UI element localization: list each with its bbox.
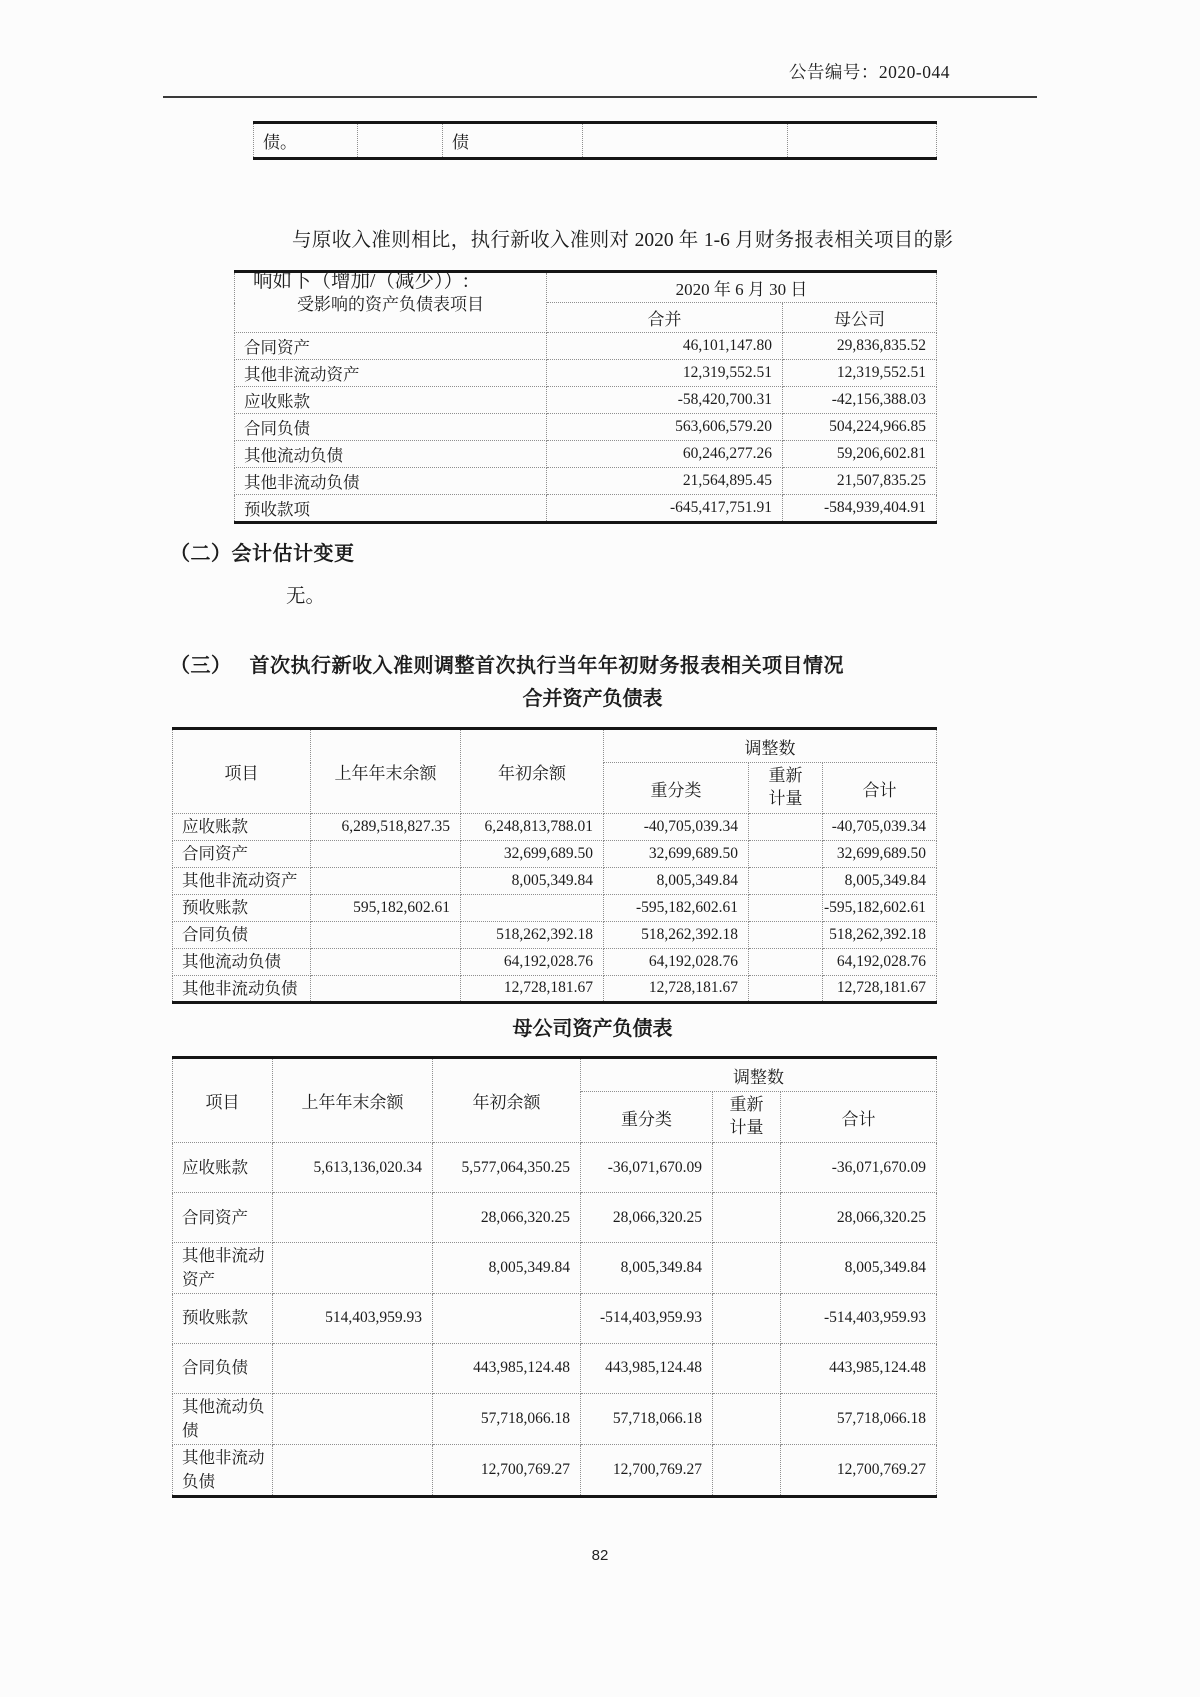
value-cell bbox=[311, 840, 461, 867]
value-cell: 21,507,835.25 bbox=[783, 468, 937, 495]
item-cell: 合同资产 bbox=[173, 1193, 273, 1243]
section3-number: （三） bbox=[170, 655, 232, 677]
table-row bbox=[235, 360, 937, 387]
impact-table-body bbox=[235, 333, 937, 523]
item-cell: 其他流动负债 bbox=[235, 441, 547, 468]
value-cell: 12,728,181.67 bbox=[461, 975, 604, 1003]
value-cell bbox=[273, 1393, 433, 1444]
table-row bbox=[173, 1393, 937, 1444]
value-cell: 57,718,066.18 bbox=[433, 1393, 581, 1444]
table-row bbox=[173, 894, 937, 921]
header-affected-items: 受影响的资产负债表项目 bbox=[235, 272, 547, 333]
value-cell: 8,005,349.84 bbox=[781, 1243, 937, 1294]
header-prev-year-end: 上年年末余额 bbox=[311, 729, 461, 814]
value-cell: 28,066,320.25 bbox=[433, 1193, 581, 1243]
item-cell: 预收款项 bbox=[235, 495, 547, 523]
value-cell bbox=[749, 921, 823, 948]
value-cell: 57,718,066.18 bbox=[581, 1393, 713, 1444]
table-row bbox=[235, 414, 937, 441]
parent-balance-sheet-table bbox=[172, 1056, 937, 1498]
value-cell: 563,606,579.20 bbox=[547, 414, 783, 441]
value-cell: -514,403,959.93 bbox=[581, 1293, 713, 1343]
table-row bbox=[173, 1143, 937, 1193]
section3-heading bbox=[170, 649, 844, 678]
table-row bbox=[254, 123, 937, 159]
item-cell: 其他非流动资产 bbox=[173, 867, 311, 894]
section2-body: 无。 bbox=[286, 586, 326, 607]
header-year-begin: 年初余额 bbox=[433, 1058, 581, 1143]
value-cell bbox=[311, 948, 461, 975]
value-cell: 12,700,769.27 bbox=[781, 1444, 937, 1496]
value-cell: 8,005,349.84 bbox=[433, 1243, 581, 1294]
table-row bbox=[173, 814, 937, 841]
header-prev-year-end: 上年年末余额 bbox=[273, 1058, 433, 1143]
value-cell bbox=[749, 948, 823, 975]
header-remeasure-label: 重新计量 bbox=[768, 766, 803, 808]
value-cell: -645,417,751.91 bbox=[547, 495, 783, 523]
value-cell bbox=[713, 1393, 781, 1444]
table-row bbox=[235, 333, 937, 360]
table-header-row bbox=[173, 1058, 937, 1092]
value-cell: -40,705,039.34 bbox=[604, 814, 749, 841]
value-cell: 8,005,349.84 bbox=[581, 1243, 713, 1294]
header-remeasure bbox=[749, 763, 823, 814]
consolidated-table-body bbox=[173, 814, 937, 1003]
intro-paragraph: 与原收入准则相比，执行新收入准则对 2020 年 1-6 月财务报表相关项目的影响如下（增加/（减少））: bbox=[253, 229, 953, 292]
section2-heading: （二）会计估计变更 bbox=[170, 543, 355, 565]
value-cell: -36,071,670.09 bbox=[581, 1143, 713, 1193]
value-cell: 12,319,552.51 bbox=[547, 360, 783, 387]
item-cell: 合同资产 bbox=[173, 840, 311, 867]
value-cell: 5,613,136,020.34 bbox=[273, 1143, 433, 1193]
value-cell: 60,246,277.26 bbox=[547, 441, 783, 468]
value-cell bbox=[749, 867, 823, 894]
value-cell: 518,262,392.18 bbox=[604, 921, 749, 948]
table-row bbox=[173, 867, 937, 894]
header-item: 项目 bbox=[173, 729, 311, 814]
value-cell: 443,985,124.48 bbox=[581, 1343, 713, 1393]
header-rule bbox=[163, 96, 1037, 98]
value-cell: 12,700,769.27 bbox=[433, 1444, 581, 1496]
header-total: 合计 bbox=[823, 763, 937, 814]
value-cell: 6,248,813,788.01 bbox=[461, 814, 604, 841]
value-cell: 8,005,349.84 bbox=[823, 867, 937, 894]
value-cell: 5,577,064,350.25 bbox=[433, 1143, 581, 1193]
header-reclass: 重分类 bbox=[604, 763, 749, 814]
fragment-cell bbox=[788, 123, 937, 159]
header-adjustment: 调整数 bbox=[581, 1058, 937, 1092]
value-cell bbox=[433, 1293, 581, 1343]
fragment-cell bbox=[358, 123, 443, 159]
value-cell: 514,403,959.93 bbox=[273, 1293, 433, 1343]
value-cell bbox=[713, 1143, 781, 1193]
value-cell bbox=[273, 1343, 433, 1393]
value-cell: 12,728,181.67 bbox=[604, 975, 749, 1003]
section3-title: 首次执行新收入准则调整首次执行当年年初财务报表相关项目情况 bbox=[249, 655, 844, 677]
value-cell: 32,699,689.50 bbox=[604, 840, 749, 867]
table-row bbox=[173, 1193, 937, 1243]
consolidated-balance-sheet-table bbox=[172, 727, 937, 1004]
table-row bbox=[173, 1444, 937, 1496]
item-cell: 其他非流动负债 bbox=[173, 975, 311, 1003]
value-cell bbox=[311, 975, 461, 1003]
value-cell bbox=[311, 867, 461, 894]
value-cell: 518,262,392.18 bbox=[823, 921, 937, 948]
header-remeasure bbox=[713, 1092, 781, 1143]
item-cell: 其他非流动负债 bbox=[173, 1444, 273, 1496]
header-year-begin: 年初余额 bbox=[461, 729, 604, 814]
fragment-cell: 债 bbox=[443, 123, 583, 159]
table-row bbox=[173, 975, 937, 1003]
value-cell: -36,071,670.09 bbox=[781, 1143, 937, 1193]
value-cell bbox=[461, 894, 604, 921]
parent-table-title: 母公司资产负债表 bbox=[512, 1018, 673, 1040]
value-cell: 28,066,320.25 bbox=[781, 1193, 937, 1243]
value-cell bbox=[311, 921, 461, 948]
value-cell: 12,728,181.67 bbox=[823, 975, 937, 1003]
header-remeasure-label: 重新计量 bbox=[729, 1095, 764, 1137]
value-cell: 518,262,392.18 bbox=[461, 921, 604, 948]
value-cell: 64,192,028.76 bbox=[604, 948, 749, 975]
header-parent-company: 母公司 bbox=[783, 303, 937, 333]
item-cell: 其他非流动资产 bbox=[235, 360, 547, 387]
header-total: 合计 bbox=[781, 1092, 937, 1143]
table-row bbox=[173, 948, 937, 975]
table-row bbox=[173, 921, 937, 948]
value-cell: 443,985,124.48 bbox=[781, 1343, 937, 1393]
header-item: 项目 bbox=[173, 1058, 273, 1143]
value-cell: 32,699,689.50 bbox=[461, 840, 604, 867]
value-cell: 46,101,147.80 bbox=[547, 333, 783, 360]
value-cell: 443,985,124.48 bbox=[433, 1343, 581, 1393]
item-cell: 合同资产 bbox=[235, 333, 547, 360]
table-row bbox=[235, 468, 937, 495]
value-cell: -58,420,700.31 bbox=[547, 387, 783, 414]
value-cell bbox=[273, 1243, 433, 1294]
item-cell: 预收账款 bbox=[173, 894, 311, 921]
table-row bbox=[173, 1243, 937, 1294]
value-cell bbox=[713, 1293, 781, 1343]
value-cell bbox=[273, 1444, 433, 1496]
header-adjustment: 调整数 bbox=[604, 729, 937, 763]
table-row bbox=[173, 1343, 937, 1393]
page-number: 82 bbox=[591, 1547, 609, 1564]
header-date: 2020 年 6 月 30 日 bbox=[547, 272, 937, 303]
value-cell: 64,192,028.76 bbox=[461, 948, 604, 975]
item-cell: 应收账款 bbox=[173, 1143, 273, 1193]
item-cell: 合同负债 bbox=[235, 414, 547, 441]
value-cell: 12,700,769.27 bbox=[581, 1444, 713, 1496]
header-reclass: 重分类 bbox=[581, 1092, 713, 1143]
consolidated-table-title: 合并资产负债表 bbox=[522, 688, 663, 710]
value-cell: 504,224,966.85 bbox=[783, 414, 937, 441]
value-cell bbox=[749, 975, 823, 1003]
item-cell: 其他流动负债 bbox=[173, 1393, 273, 1444]
impact-table bbox=[234, 270, 937, 524]
fragment-cell bbox=[583, 123, 788, 159]
table-row bbox=[235, 387, 937, 414]
parent-table-body bbox=[173, 1143, 937, 1497]
value-cell: 12,319,552.51 bbox=[783, 360, 937, 387]
table-row bbox=[235, 441, 937, 468]
item-cell: 应收账款 bbox=[173, 814, 311, 841]
value-cell: 21,564,895.45 bbox=[547, 468, 783, 495]
table-header-row bbox=[235, 272, 937, 303]
value-cell: 28,066,320.25 bbox=[581, 1193, 713, 1243]
value-cell: -40,705,039.34 bbox=[823, 814, 937, 841]
value-cell bbox=[713, 1193, 781, 1243]
value-cell: 57,718,066.18 bbox=[781, 1393, 937, 1444]
item-cell: 合同负债 bbox=[173, 1343, 273, 1393]
value-cell bbox=[749, 894, 823, 921]
item-cell: 合同负债 bbox=[173, 921, 311, 948]
value-cell: 29,836,835.52 bbox=[783, 333, 937, 360]
value-cell bbox=[713, 1444, 781, 1496]
table-row bbox=[173, 840, 937, 867]
value-cell: 59,206,602.81 bbox=[783, 441, 937, 468]
value-cell: -584,939,404.91 bbox=[783, 495, 937, 523]
value-cell: 6,289,518,827.35 bbox=[311, 814, 461, 841]
item-cell: 其他非流动资产 bbox=[173, 1243, 273, 1294]
value-cell: -595,182,602.61 bbox=[823, 894, 937, 921]
announcement-number: 公告编号：2020-044 bbox=[788, 62, 950, 82]
value-cell: 8,005,349.84 bbox=[604, 867, 749, 894]
item-cell: 预收账款 bbox=[173, 1293, 273, 1343]
table-row bbox=[235, 495, 937, 523]
header-consolidated: 合并 bbox=[547, 303, 783, 333]
value-cell: 64,192,028.76 bbox=[823, 948, 937, 975]
value-cell bbox=[713, 1243, 781, 1294]
value-cell: -42,156,388.03 bbox=[783, 387, 937, 414]
value-cell: 595,182,602.61 bbox=[311, 894, 461, 921]
value-cell: -595,182,602.61 bbox=[604, 894, 749, 921]
value-cell: 8,005,349.84 bbox=[461, 867, 604, 894]
table-row bbox=[173, 1293, 937, 1343]
value-cell: -514,403,959.93 bbox=[781, 1293, 937, 1343]
value-cell bbox=[749, 840, 823, 867]
table-header-row bbox=[173, 729, 937, 763]
item-cell: 其他流动负债 bbox=[173, 948, 311, 975]
item-cell: 应收账款 bbox=[235, 387, 547, 414]
value-cell bbox=[273, 1193, 433, 1243]
value-cell bbox=[713, 1343, 781, 1393]
value-cell bbox=[749, 814, 823, 841]
item-cell: 其他非流动负债 bbox=[235, 468, 547, 495]
fragment-cell: 债。 bbox=[254, 123, 358, 159]
value-cell: 32,699,689.50 bbox=[823, 840, 937, 867]
fragment-table bbox=[253, 121, 937, 160]
